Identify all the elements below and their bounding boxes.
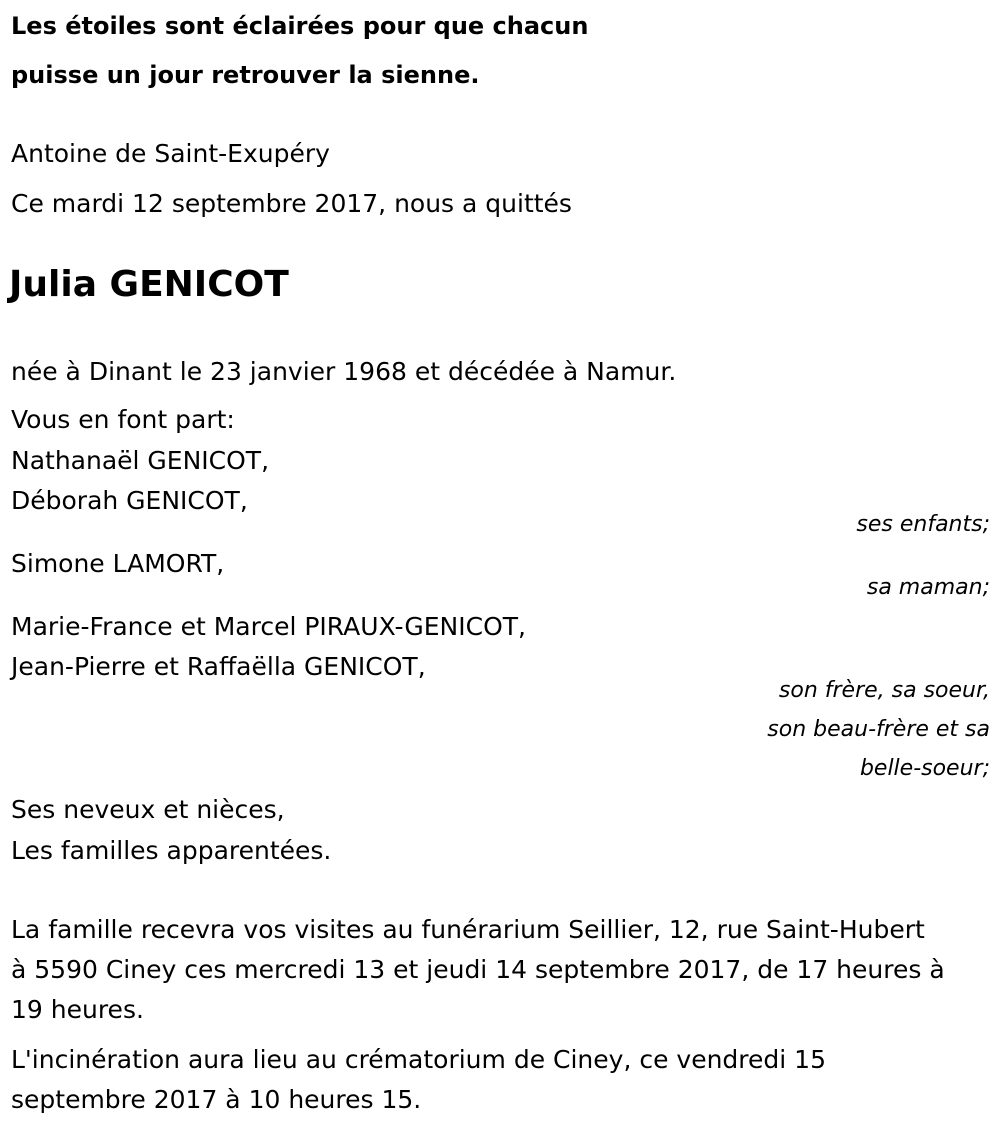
quote-line-1: Les étoiles sont éclairées pour que chacun	[11, 12, 589, 40]
mother-relation: sa maman;	[866, 575, 990, 600]
cremation-text: L'incinération aura lieu au crématorium de Ciney, ce vendredi 15	[11, 1045, 826, 1074]
deceased-name: Julia GENICOT	[9, 264, 289, 305]
siblings-relation-line: son beau-frère et sa	[767, 717, 990, 742]
visits-text: à 5590 Ciney ces mercredi 13 et jeudi 14 septembre 2017, de 17 heures à	[11, 955, 945, 984]
children-relation: ses enfants;	[856, 512, 990, 537]
visits-text: 19 heures.	[11, 995, 144, 1024]
sibling-name: Jean-Pierre et Raffaëlla GENICOT,	[11, 652, 426, 681]
mother-name: Simone LAMORT,	[11, 549, 225, 578]
other-relatives: Ses neveux et nièces,	[11, 795, 285, 824]
siblings-relation-line: belle-soeur;	[859, 756, 990, 781]
intro-text: Vous en font part:	[11, 405, 235, 434]
cremation-text: septembre 2017 à 10 heures 15.	[11, 1085, 422, 1114]
sibling-name: Marie-France et Marcel PIRAUX-GENICOT,	[11, 612, 526, 641]
birth-death-info: née à Dinant le 23 janvier 1968 et décédée à Namur.	[11, 357, 677, 386]
visits-text: La famille recevra vos visites au funérarium Seillier, 12, rue Saint-Hubert	[11, 915, 925, 944]
siblings-relation-line: son frère, sa soeur,	[778, 678, 990, 703]
quote-line-2: puisse un jour retrouver la sienne.	[11, 61, 480, 89]
announcement: Ce mardi 12 septembre 2017, nous a quittés	[11, 189, 572, 218]
quote-author: Antoine de Saint-Exupéry	[11, 139, 330, 168]
child-name: Nathanaël GENICOT,	[11, 446, 270, 475]
child-name: Déborah GENICOT,	[11, 486, 248, 515]
other-relatives: Les familles apparentées.	[11, 836, 332, 865]
